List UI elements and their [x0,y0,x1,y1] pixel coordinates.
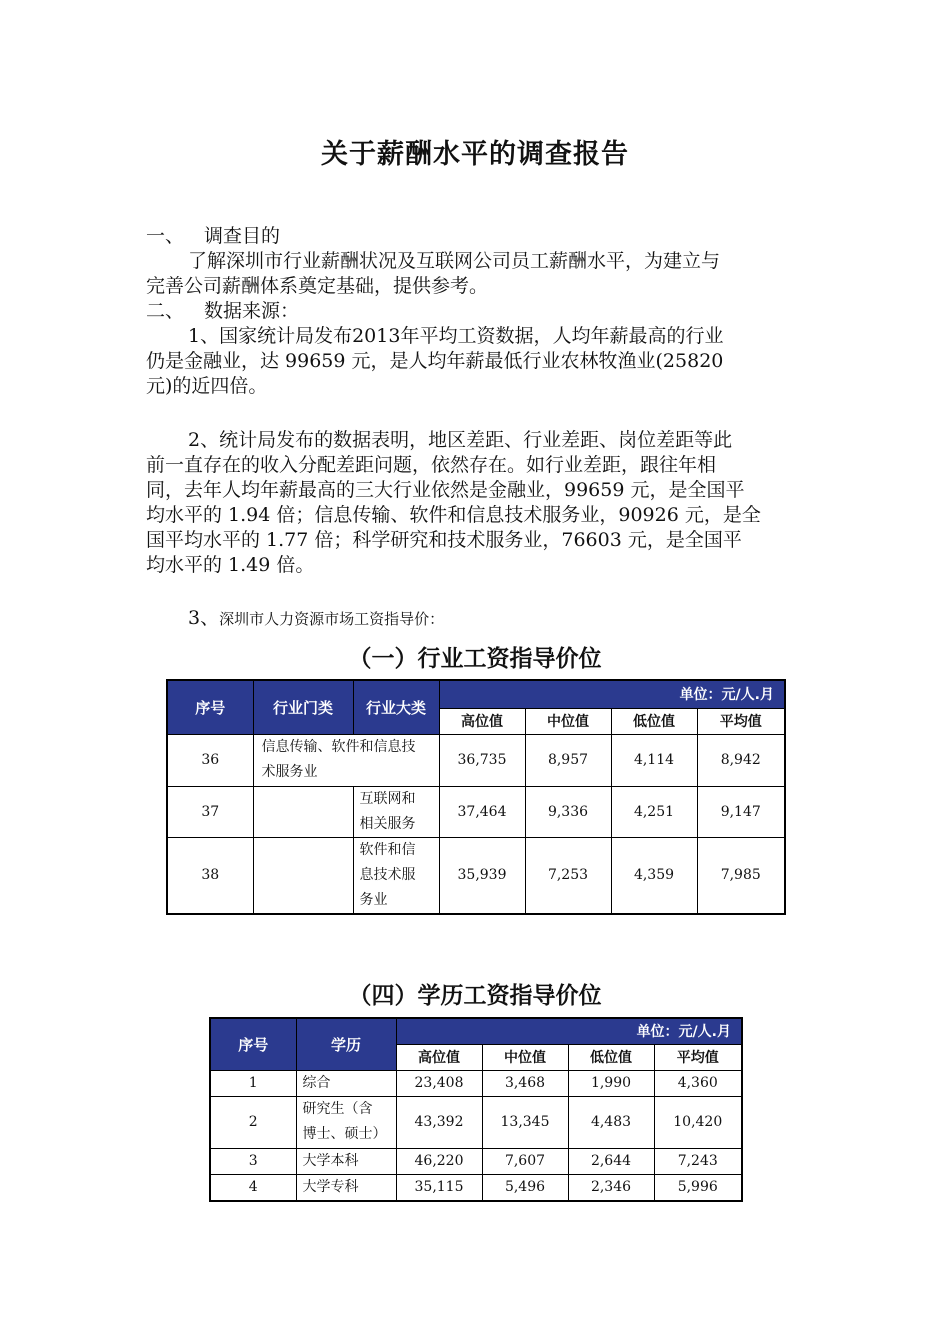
cell-mid: 13,345 [482,1096,568,1148]
table-row [167,786,785,837]
cell-seq: 1 [210,1070,296,1096]
cell-avg: 4,360 [654,1070,742,1096]
section-heading-source [146,299,299,324]
paragraph-line [188,606,444,632]
cell-mid: 7,607 [482,1148,568,1174]
cell-mid: 9,336 [525,786,611,837]
cell-category: 信息传输、软件和信息技 术服务业 [253,734,439,786]
cell-seq: 37 [167,786,253,837]
paragraph-line: 仍是金融业，达 99659 元，是人均年薪最低行业农林牧渔业(25820 [146,350,724,372]
cell-avg: 8,942 [697,734,785,786]
header-low: 低位值 [568,1044,654,1070]
cell-seq: 2 [210,1096,296,1148]
cell-high: 35,939 [439,837,525,914]
cell-education: 综合 [296,1070,396,1096]
section-heading-text: 数据来源： [204,300,300,322]
cell-mid: 7,253 [525,837,611,914]
education-wage-table [209,1017,743,1202]
cell-avg: 7,243 [654,1148,742,1174]
header-education: 学历 [296,1018,396,1070]
table2-title: （四）学历工资指导价位 [348,983,602,1009]
cell-low: 4,359 [611,837,697,914]
table-row [210,1148,742,1174]
cell-mid: 5,496 [482,1174,568,1201]
paragraph-line: 国平均水平的 1.77 倍；科学研究和技术服务业，76603 元，是全国平 [146,529,742,551]
cell-high: 37,464 [439,786,525,837]
cell-mid: 8,957 [525,734,611,786]
paragraph-line: 均水平的 1.49 倍。 [146,554,315,576]
paragraph-line: 2、统计局发布的数据表明，地区差距、行业差距、岗位差距等此 [188,429,733,451]
cell-education: 研究生（含 博士、硕士） [296,1096,396,1148]
table-row [167,837,785,914]
paragraph-line: 1、国家统计局发布2013年平均工资数据，人均年薪最高的行业 [188,325,724,347]
cell-seq: 4 [210,1174,296,1201]
table-row [167,734,785,786]
cell-high: 46,220 [396,1148,482,1174]
table-row [210,1096,742,1148]
document-title: 关于薪酬水平的调查报告 [321,139,629,170]
header-high: 高位值 [439,708,525,734]
unit-label: 单位：元/人.月 [396,1018,742,1044]
cell-low: 2,346 [568,1174,654,1201]
cell-avg: 9,147 [697,786,785,837]
cell-low: 4,114 [611,734,697,786]
paragraph-line: 完善公司薪酬体系奠定基础，提供参考。 [146,275,489,297]
section-heading-text: 调查目的 [204,225,281,247]
industry-wage-table [166,679,786,915]
cell-avg: 5,996 [654,1174,742,1201]
cell-high: 43,392 [396,1096,482,1148]
cell-low: 4,251 [611,786,697,837]
paragraph-line: 均水平的 1.94 倍；信息传输、软件和信息技术服务业，90926 元，是全 [146,504,761,526]
cell-seq: 3 [210,1148,296,1174]
cell-education: 大学本科 [296,1148,396,1174]
item-number: 3、 [188,607,220,629]
header-seq: 序号 [210,1018,296,1070]
table-row [210,1174,742,1201]
table1-title: （一）行业工资指导价位 [348,646,602,672]
cell-avg: 7,985 [697,837,785,914]
section-heading-purpose [146,224,280,249]
header-low: 低位值 [611,708,697,734]
cell-category [253,786,353,837]
cell-major: 互联网和 相关服务 [353,786,439,837]
header-avg: 平均值 [654,1044,742,1070]
cell-high: 23,408 [396,1070,482,1096]
header-seq: 序号 [167,680,253,734]
cell-seq: 36 [167,734,253,786]
header-high: 高位值 [396,1044,482,1070]
paragraph-line: 了解深圳市行业薪酬状况及互联网公司员工薪酬水平，为建立与 [188,250,721,272]
cell-low: 2,644 [568,1148,654,1174]
header-avg: 平均值 [697,708,785,734]
paragraph-line: 同，去年人均年薪最高的三大行业依然是金融业，99659 元，是全国平 [146,479,745,501]
cell-education: 大学专科 [296,1174,396,1201]
paragraph-line: 前一直存在的收入分配差距问题，依然存在。如行业差距，跟往年相 [146,454,717,476]
item-text: 深圳市人力资源市场工资指导价： [219,610,445,628]
cell-category [253,837,353,914]
header-category: 行业门类 [253,680,353,734]
paragraph-line: 元)的近四倍。 [146,375,268,397]
table-row [210,1070,742,1096]
cell-avg: 10,420 [654,1096,742,1148]
cell-seq: 38 [167,837,253,914]
header-mid: 中位值 [525,708,611,734]
header-major: 行业大类 [353,680,439,734]
cell-high: 36,735 [439,734,525,786]
section-number: 一、 [146,225,185,247]
cell-low: 1,990 [568,1070,654,1096]
unit-label: 单位：元/人.月 [439,680,785,708]
cell-high: 35,115 [396,1174,482,1201]
cell-mid: 3,468 [482,1070,568,1096]
section-number: 二、 [146,300,185,322]
header-mid: 中位值 [482,1044,568,1070]
cell-major: 软件和信 息技术服 务业 [353,837,439,914]
cell-low: 4,483 [568,1096,654,1148]
